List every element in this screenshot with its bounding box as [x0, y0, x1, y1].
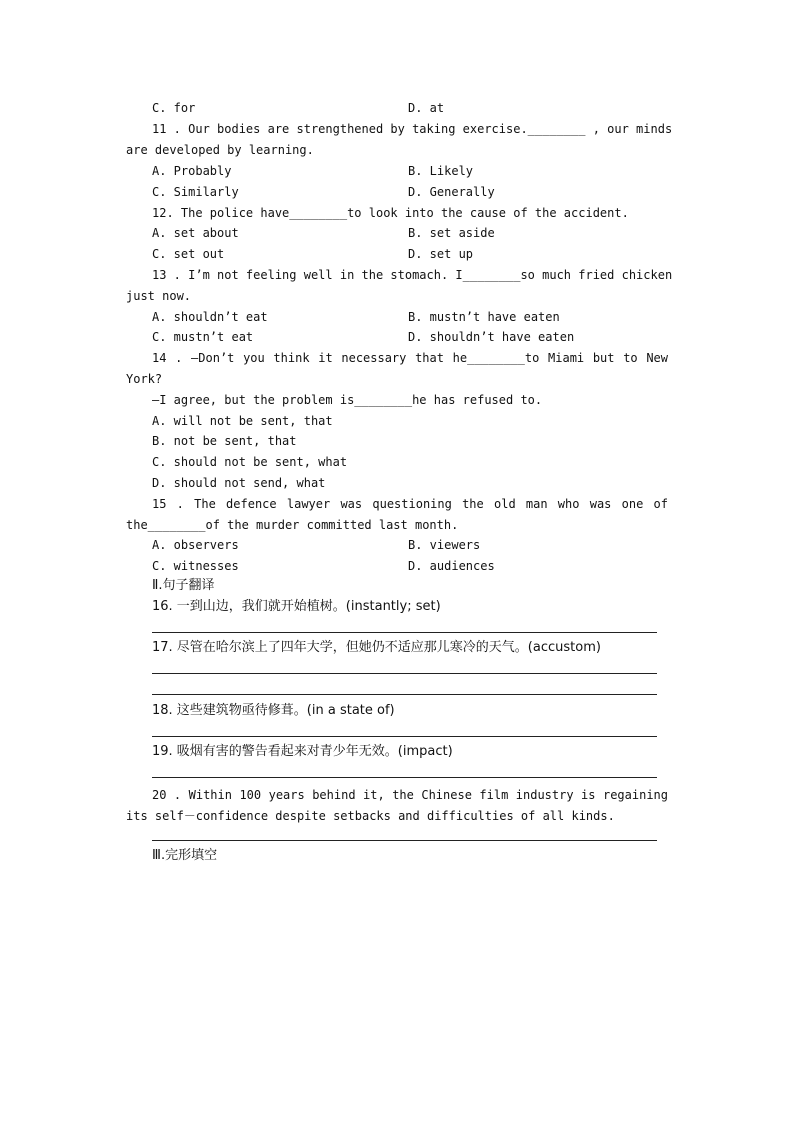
q15-stem-line1: 15 . The defence lawyer was questioning the old man who was one of [152, 497, 668, 511]
q11-option-c: C. Similarly [152, 185, 239, 199]
q13-option-c: C. mustn’t eat [152, 330, 254, 344]
q17-answer-line-1 [152, 673, 657, 674]
q14-stem-line2: York? [126, 372, 163, 386]
q18-answer-line [152, 736, 657, 737]
q11-stem-line1: 11 . Our bodies are strengthened by taking exercise.________ , our minds [152, 122, 673, 136]
q11-stem-line2: are developed by learning. [126, 143, 314, 157]
q12-option-b: B. set aside [408, 226, 495, 240]
section-3-heading: Ⅲ.完形填空 [152, 848, 218, 863]
q12-stem-line1: 12. The police have________to look into the cause of the accident. [152, 206, 629, 220]
q15-option-d: D. audiences [408, 559, 495, 573]
q20-answer-line [152, 840, 657, 841]
q10-option-c: C. for [152, 101, 196, 115]
q14-option-c: C. should not be sent, what [152, 455, 348, 469]
q20-sentence-line2: its self－confidence despite setbacks and difficulties of all kinds. [126, 809, 615, 823]
q14-stem-line3: —I agree, but the problem is________he has refused to. [152, 393, 543, 407]
q12-option-a: A. set about [152, 226, 239, 240]
q17-prompt: 17. 尽管在哈尔滨上了四年大学，但她仍不适应那儿寒冷的天气。(accustom) [152, 640, 601, 655]
q16-prompt: 16. 一到山边，我们就开始植树。(instantly; set) [152, 599, 441, 614]
q17-answer-line-2 [152, 694, 657, 695]
q14-option-d: D. should not send, what [152, 476, 326, 490]
q13-option-b: B. mustn’t have eaten [408, 310, 560, 324]
q11-option-b: B. Likely [408, 164, 474, 178]
q12-option-c: C. set out [152, 247, 225, 261]
q19-prompt: 19. 吸烟有害的警告看起来对青少年无效。(impact) [152, 744, 453, 759]
q10-option-d: D. at [408, 101, 445, 115]
q13-option-d: D. shouldn’t have eaten [408, 330, 575, 344]
q18-prompt: 18. 这些建筑物亟待修葺。(in a state of) [152, 703, 395, 718]
q14-option-b: B. not be sent, that [152, 434, 297, 448]
q13-option-a: A. shouldn’t eat [152, 310, 268, 324]
q20-sentence-line1: 20 . Within 100 years behind it, the Chinese film industry is regaining [152, 788, 668, 802]
section-2-heading: Ⅱ.句子翻译 [152, 578, 215, 593]
q13-stem-line2: just now. [126, 289, 192, 303]
q12-option-d: D. set up [408, 247, 474, 261]
q11-option-d: D. Generally [408, 185, 495, 199]
q15-option-b: B. viewers [408, 538, 481, 552]
q15-option-c: C. witnesses [152, 559, 239, 573]
q14-option-a: A. will not be sent, that [152, 414, 333, 428]
q19-answer-line [152, 777, 657, 778]
q14-stem-line1: 14 . —Don’t you think it necessary that he________to Miami but to New [152, 351, 668, 365]
q15-stem-line2: the________of the murder committed last month. [126, 518, 459, 532]
q15-option-a: A. observers [152, 538, 239, 552]
q11-option-a: A. Probably [152, 164, 232, 178]
q16-answer-line [152, 632, 657, 633]
q13-stem-line1: 13 . I’m not feeling well in the stomach. I________so much fried chicken [152, 268, 673, 282]
